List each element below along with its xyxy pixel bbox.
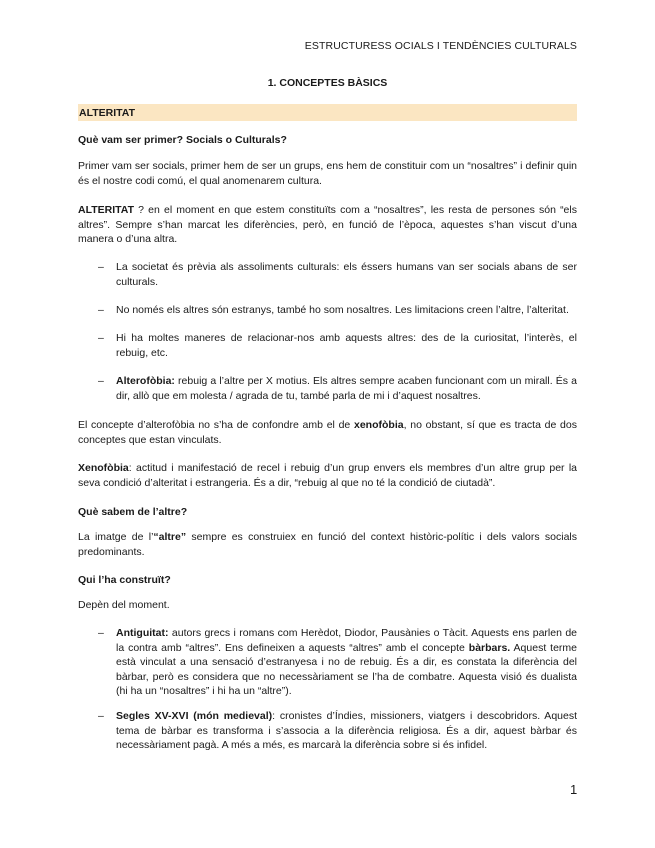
question-heading-1: Què vam ser primer? Socials o Culturals? bbox=[78, 134, 287, 146]
page-number: 1 bbox=[570, 782, 578, 797]
term-barbars: bàrbars. bbox=[468, 641, 511, 654]
list-bullet: – bbox=[98, 304, 104, 316]
list-item-term: Segles XV-XVI (món medieval) bbox=[116, 710, 273, 722]
section-heading: ALTERITAT bbox=[79, 107, 135, 119]
question-heading-3: Qui l’ha construït? bbox=[78, 574, 171, 586]
list-item bbox=[116, 709, 577, 753]
list-item-text: No només els altres són estranys, també ho som nosaltres. Les limitacions creen l’altre, l’alteritat. bbox=[116, 304, 569, 316]
paragraph-text: El concepte d’alterofòbia no s’ha de confondre amb el de bbox=[78, 419, 354, 431]
paragraph-text: sempre es construiex en funció del context històric-polític i dels valors socials predominants. bbox=[78, 531, 577, 558]
list-bullet: – bbox=[98, 627, 104, 639]
list-bullet: – bbox=[98, 375, 104, 387]
paragraph-alteritat bbox=[78, 203, 577, 247]
xenofobia-text: : actitud i manifestació de recel i rebuig d’un grup envers els membres d’un altre grup per la seva condició d’alteritat i estrangeria. És a dir, “rebuig al que no té la condició de ciutadà”. bbox=[78, 462, 577, 489]
list-item-text: autors grecs i romans com Herèdot, Diodor, Pausànies o Tàcit. Aquests ens parlen de la contra amb “altres”. Ens defineixen a aquests “altres” amb el concepte bbox=[116, 627, 577, 654]
list-item bbox=[116, 331, 577, 360]
paragraph-alterofobia bbox=[78, 418, 577, 447]
list-item-term: Alterofòbia: bbox=[116, 375, 175, 387]
section-heading-bar bbox=[78, 104, 577, 121]
list-item-text: : cronistes d’Índies, missioners, viatgers i descobridors. Aquest tema de bàrbar es transforma i s’associa a la diferència religiosa. És a dir, aquest bàrbar és necessàriament pagà. A més a més, es marcarà la diferència sobre si és infidel. bbox=[116, 710, 578, 752]
paragraph-imatge bbox=[78, 530, 577, 559]
paragraph-xenofobia bbox=[78, 461, 577, 490]
term-xenofobia: xenofòbia bbox=[354, 419, 404, 431]
list-item bbox=[116, 374, 577, 403]
alteritat-text: ? en el moment en que estem constituïts com a “nosaltres”, les resta de persones són “els altres”. Sempre s’han marcat les diferències, però, en funció de l’època, aquestes s’han viscut d’una manera o d’una altra. bbox=[78, 204, 577, 246]
page-title: 1. CONCEPTES BÀSICS bbox=[267, 77, 388, 89]
list-item bbox=[116, 260, 577, 289]
term-xenofobia-def: Xenofòbia bbox=[78, 462, 129, 474]
paragraph-depen: Depèn del moment. bbox=[78, 599, 170, 611]
paragraph-1: Primer vam ser socials, primer hem de ser un grups, ens hem de constituir com un “nosaltres” i definir quin és el nostre codi comú, el qual anomenarem cultura. bbox=[78, 160, 577, 187]
list-item bbox=[116, 303, 577, 318]
list-item bbox=[116, 626, 577, 699]
running-header: ESTRUCTURESS OCIALS I TENDÈNCIES CULTURALS bbox=[304, 40, 577, 52]
list-item-text: Aquest terme està vinculat a una sensació d’estranyesa i no de rebuig. És a dir, es constata la diferència del bàrbar, però es considera que no necessàriament se l’ha de combatre. Aquesta visió és dualista (hi ha un “nosaltres” i hi ha un “altre”). bbox=[116, 641, 577, 698]
paragraph-text: , no obstant, sí que es tracta de dos conceptes que estan vinculats. bbox=[78, 419, 577, 446]
term-altre: “altre” bbox=[153, 531, 187, 543]
list-item-text: La societat és prèvia als assoliments culturals: els éssers humans van ser socials abans de ser culturals. bbox=[116, 261, 577, 288]
question-heading-2: Què sabem de l’altre? bbox=[78, 506, 188, 518]
term-alteritat: ALTERITAT bbox=[78, 204, 134, 216]
paragraph-text: La imatge de l’ bbox=[78, 531, 154, 543]
list-bullet: – bbox=[98, 710, 104, 722]
list-bullet: – bbox=[98, 261, 104, 273]
list-bullet: – bbox=[98, 332, 104, 344]
list-item-text: rebuig a l’altre per X motius. Els altres sempre acaben funcionant com un mirall. És a dir, allò que em molesta / agrada de tu, també parla de mi i d’aquest nosaltres. bbox=[116, 375, 577, 402]
list-item-term: Antiguitat: bbox=[116, 627, 169, 639]
list-item-text: Hi ha moltes maneres de relacionar-nos amb aquests altres: des de la curiositat, l’interès, el rebuig, etc. bbox=[116, 332, 577, 359]
